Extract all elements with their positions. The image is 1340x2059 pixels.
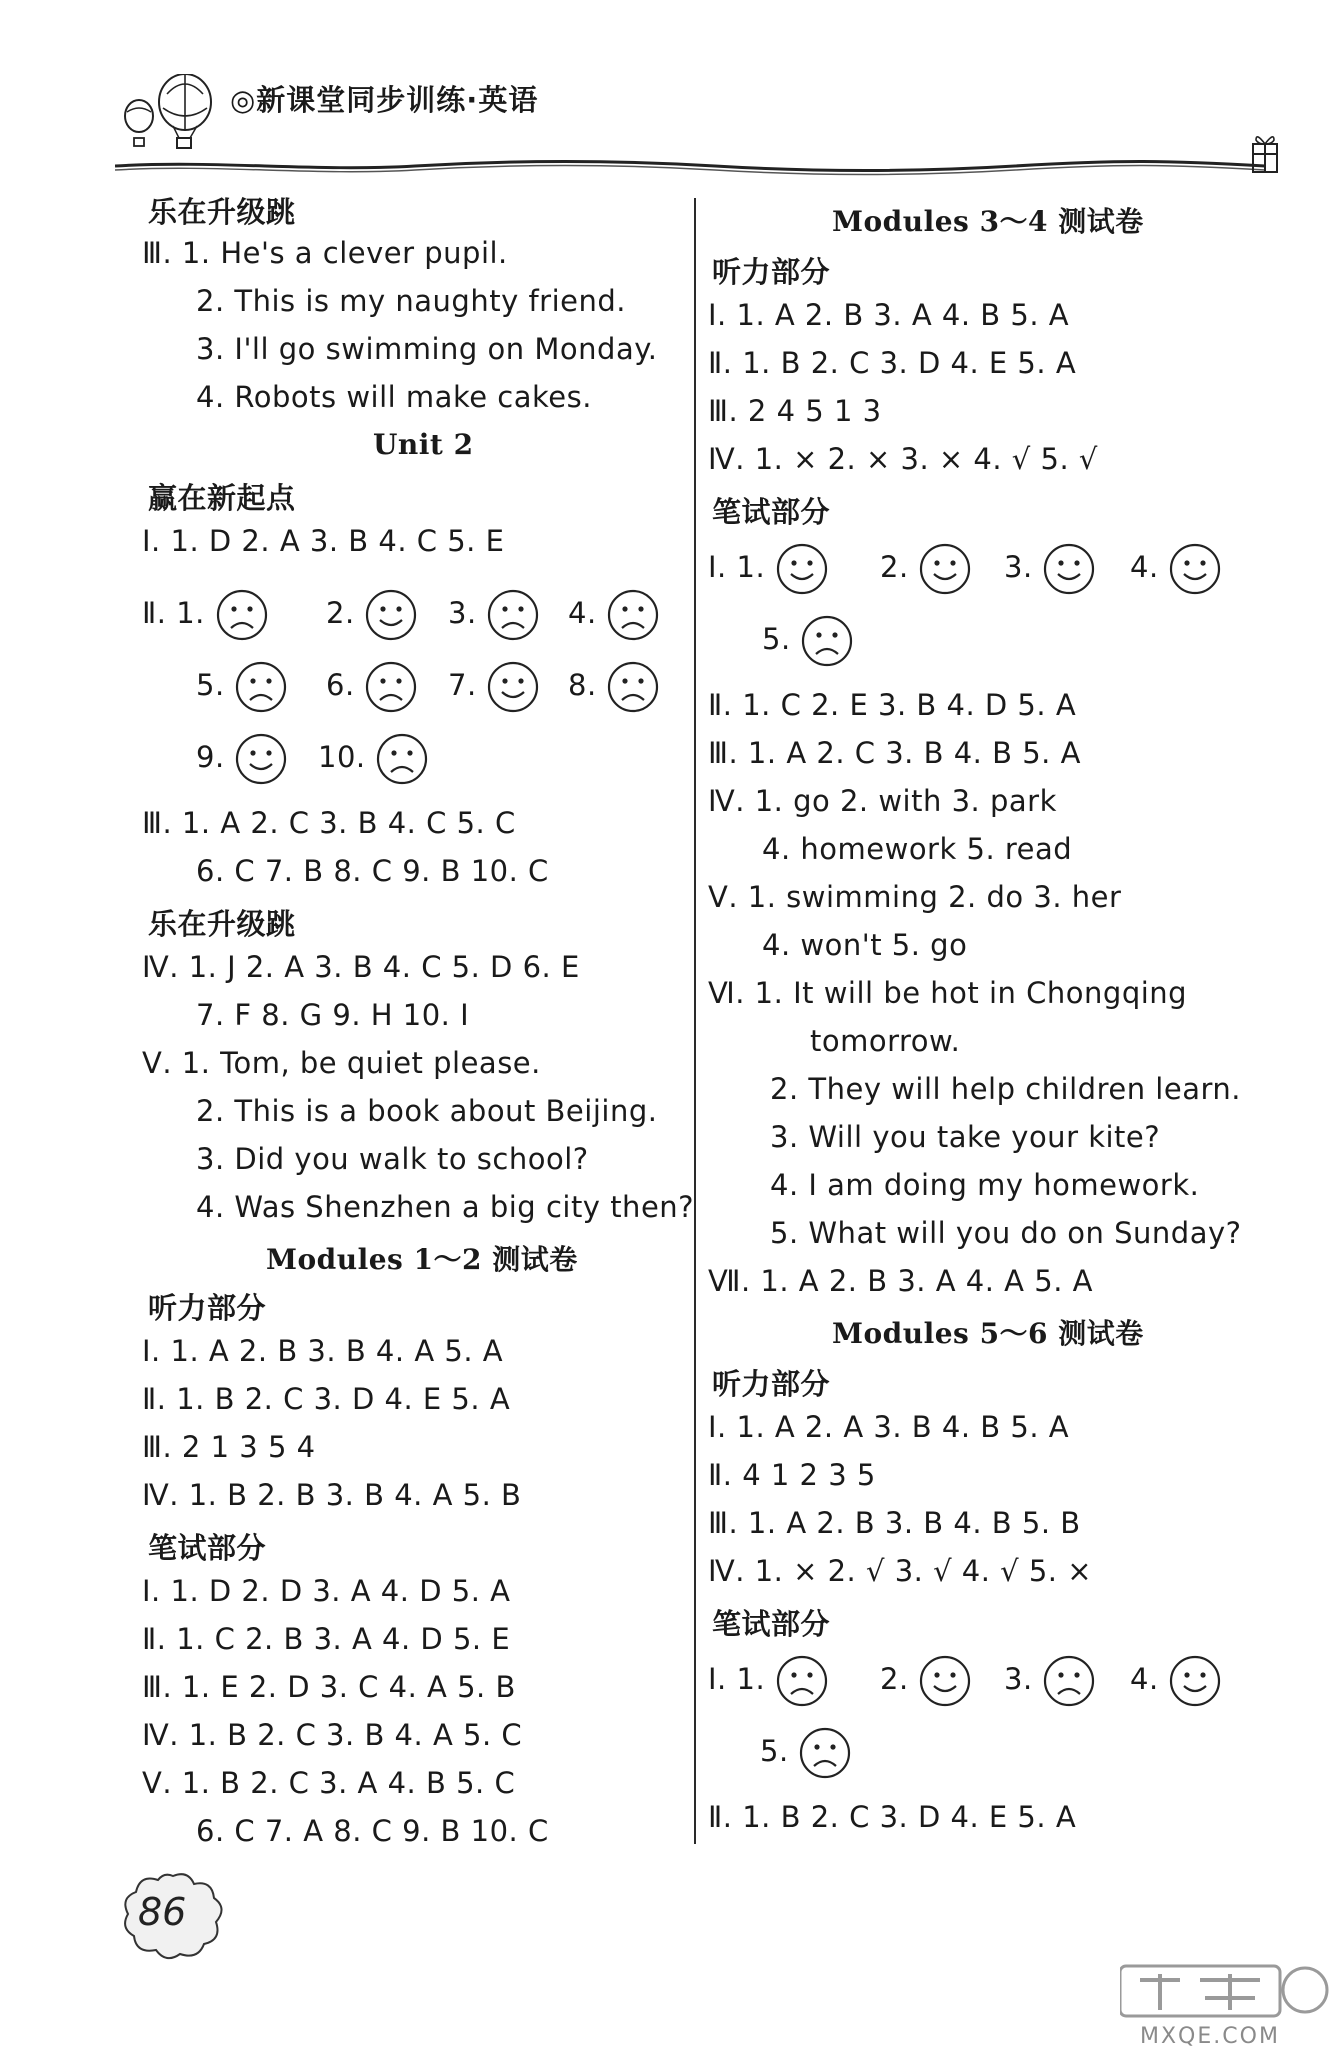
section-heading: 听力部分 (712, 1367, 831, 1401)
answer-line: Ⅲ. 1. A 2. C 3. B 4. C 5. C (142, 806, 516, 840)
answer-line: Ⅴ. 1. swimming 2. do 3. her (708, 880, 1122, 914)
sad-face-icon (775, 1654, 829, 1708)
answer-line: Ⅰ. 1. A 2. A 3. B 4. B 5. A (708, 1410, 1070, 1444)
section-heading: 赢在新起点 (148, 481, 296, 515)
item-number: 4. (568, 596, 597, 630)
answer-line: Ⅰ. 1. A 2. B 3. B 4. A 5. A (142, 1334, 504, 1368)
item-number: Ⅰ. 1. (708, 550, 766, 584)
answer-line: Ⅱ. 1. C 2. E 3. B 4. D 5. A (708, 688, 1077, 722)
section-heading: 乐在升级跳 (148, 195, 296, 229)
answer-line: Ⅲ. 1. A 2. B 3. B 4. B 5. B (708, 1506, 1081, 1540)
answer-line: Ⅰ. 1. A 2. B 3. A 4. B 5. A (708, 298, 1070, 332)
sad-face-icon (375, 732, 429, 786)
smiley-answer-item (1004, 1654, 1096, 1708)
sad-face-icon (606, 660, 660, 714)
answer-line: Ⅱ. 1. B 2. C 3. D 4. E 5. A (708, 346, 1077, 380)
item-number: 4. (1130, 550, 1159, 584)
section-heading: 乐在升级跳 (148, 907, 296, 941)
answer-line: Ⅱ. 1. B 2. C 3. D 4. E 5. A (708, 1800, 1077, 1834)
answer-line: Ⅳ. 1. × 2. √ 3. √ 4. √ 5. × (708, 1554, 1093, 1588)
item-number: 7. (448, 668, 477, 702)
answer-line: 4. Robots will make cakes. (196, 380, 592, 414)
sad-face-icon (234, 660, 288, 714)
sad-face-icon (486, 588, 540, 642)
answer-line: 4. Was Shenzhen a big city then? (196, 1190, 695, 1224)
item-number: 5. (760, 1734, 789, 1768)
smiley-answer-item (568, 660, 660, 714)
sad-face-icon (215, 588, 269, 642)
unit-heading: Unit 2 (373, 428, 474, 461)
item-number: 2. (880, 550, 909, 584)
smiley-answer-item (762, 614, 854, 668)
smiley-answer-item (880, 1654, 972, 1708)
answer-line: Ⅴ. 1. B 2. C 3. A 4. B 5. C (142, 1766, 516, 1800)
answer-line: 6. C 7. A 8. C 9. B 10. C (196, 1814, 549, 1848)
answer-line: Ⅲ. 1. He's a clever pupil. (142, 236, 508, 270)
sad-face-icon (1042, 1654, 1096, 1708)
item-number: 2. (880, 1662, 909, 1696)
sad-face-icon (606, 588, 660, 642)
answer-line: 2. They will help children learn. (770, 1072, 1241, 1106)
smiley-answer-item (1130, 542, 1222, 596)
answer-line: Ⅳ. 1. B 2. C 3. B 4. A 5. C (142, 1718, 523, 1752)
answer-line: Ⅲ. 2 1 3 5 4 (142, 1430, 316, 1464)
answer-line: 3. Will you take your kite? (770, 1120, 1161, 1154)
smiley-answer-item (448, 660, 540, 714)
answer-line: 3. I'll go swimming on Monday. (196, 332, 658, 366)
watermark-text: MXQE.COM (1140, 2024, 1280, 2049)
item-number: 9. (196, 740, 225, 774)
answer-line: Ⅳ. 1. × 2. × 3. × 4. √ 5. √ (708, 442, 1098, 476)
smiling-face-icon (364, 588, 418, 642)
smiley-answer-row (142, 588, 269, 642)
section-heading: 笔试部分 (148, 1531, 267, 1565)
watermark (1120, 1960, 1330, 2055)
page-number-badge (118, 1870, 228, 1960)
smiling-face-icon (1168, 542, 1222, 596)
smiling-face-icon (918, 542, 972, 596)
item-number: 3. (448, 596, 477, 630)
answer-line: Ⅴ. 1. Tom, be quiet please. (142, 1046, 541, 1080)
smiley-answer-item (326, 660, 418, 714)
smiley-answer-item (1004, 542, 1096, 596)
smiley-answer-item (318, 732, 429, 786)
item-number: Ⅱ. 1. (142, 596, 205, 630)
answer-line: 3. Did you walk to school? (196, 1142, 589, 1176)
answer-line: 2. This is a book about Beijing. (196, 1094, 658, 1128)
item-number: Ⅰ. 1. (708, 1662, 766, 1696)
smiling-face-icon (234, 732, 288, 786)
item-number: 6. (326, 668, 355, 702)
smiley-answer-row (708, 1654, 829, 1708)
answer-line: Ⅵ. 1. It will be hot in Chongqing (708, 976, 1188, 1010)
answer-line: 2. This is my naughty friend. (196, 284, 626, 318)
sad-face-icon (364, 660, 418, 714)
answer-line: Ⅰ. 1. D 2. A 3. B 4. C 5. E (142, 524, 505, 558)
item-number: 3. (1004, 1662, 1033, 1696)
answer-line: Ⅲ. 1. A 2. C 3. B 4. B 5. A (708, 736, 1081, 770)
answer-line: Ⅰ. 1. D 2. D 3. A 4. D 5. A (142, 1574, 511, 1608)
section-heading: 笔试部分 (712, 1607, 831, 1641)
item-number: 5. (762, 622, 791, 656)
smiley-answer-item (196, 732, 288, 786)
hot-air-balloons-icon (115, 74, 225, 166)
item-number: 8. (568, 668, 597, 702)
smiley-answer-item (326, 588, 418, 642)
smiling-face-icon (1168, 1654, 1222, 1708)
answer-line: 7. F 8. G 9. H 10. I (196, 998, 470, 1032)
test-heading: Modules 3～4 测试卷 (832, 205, 1144, 238)
answer-line: 4. won't 5. go (762, 928, 968, 962)
page-header (115, 78, 1265, 178)
answer-line: Ⅳ. 1. J 2. A 3. B 4. C 5. D 6. E (142, 950, 580, 984)
answer-line: Ⅱ. 4 1 2 3 5 (708, 1458, 876, 1492)
page-number: 86 (138, 1890, 187, 1934)
answer-line: Ⅲ. 1. E 2. D 3. C 4. A 5. B (142, 1670, 516, 1704)
watermark-logo (1120, 1960, 1330, 2020)
item-number: 2. (326, 596, 355, 630)
header-title: ◎新课堂同步训练·英语 (230, 83, 539, 117)
test-heading: Modules 5～6 测试卷 (832, 1317, 1144, 1350)
section-heading: 笔试部分 (712, 495, 831, 529)
test-heading: Modules 1～2 测试卷 (266, 1243, 578, 1276)
answer-line: tomorrow. (810, 1024, 961, 1058)
sad-face-icon (798, 1726, 852, 1780)
answer-line: Ⅶ. 1. A 2. B 3. A 4. A 5. A (708, 1264, 1093, 1298)
answer-line: Ⅳ. 1. go 2. with 3. park (708, 784, 1057, 818)
answer-line: Ⅱ. 1. C 2. B 3. A 4. D 5. E (142, 1622, 511, 1656)
answer-line: Ⅲ. 2 4 5 1 3 (708, 394, 882, 428)
answer-line: 4. I am doing my homework. (770, 1168, 1200, 1202)
item-number: 5. (196, 668, 225, 702)
item-number: 3. (1004, 550, 1033, 584)
smiley-answer-item (196, 660, 288, 714)
smiley-answer-item (448, 588, 540, 642)
answer-line: 4. homework 5. read (762, 832, 1073, 866)
sad-face-icon (800, 614, 854, 668)
smiley-answer-row (708, 542, 829, 596)
answer-line: 6. C 7. B 8. C 9. B 10. C (196, 854, 549, 888)
smiley-answer-item (760, 1726, 852, 1780)
rope-divider (115, 158, 1265, 176)
smiley-answer-item (880, 542, 972, 596)
column-divider (694, 198, 696, 1844)
smiling-face-icon (1042, 542, 1096, 596)
smiling-face-icon (918, 1654, 972, 1708)
answer-line: Ⅱ. 1. B 2. C 3. D 4. E 5. A (142, 1382, 511, 1416)
section-heading: 听力部分 (712, 255, 831, 289)
smiley-answer-item (568, 588, 660, 642)
answer-line: 5. What will you do on Sunday? (770, 1216, 1242, 1250)
section-heading: 听力部分 (148, 1291, 267, 1325)
smiling-face-icon (775, 542, 829, 596)
smiley-answer-item (1130, 1654, 1222, 1708)
answer-line: Ⅳ. 1. B 2. B 3. B 4. A 5. B (142, 1478, 522, 1512)
smiling-face-icon (486, 660, 540, 714)
item-number: 10. (318, 740, 366, 774)
gift-box-icon (1250, 130, 1280, 174)
item-number: 4. (1130, 1662, 1159, 1696)
